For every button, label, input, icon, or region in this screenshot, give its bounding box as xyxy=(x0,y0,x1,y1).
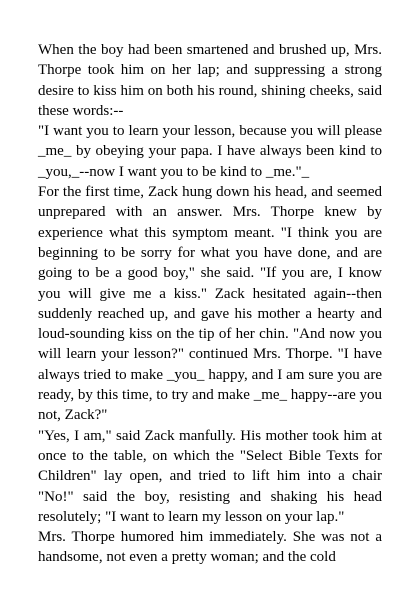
paragraph: When the boy had been smartened and brushed up, Mrs. Thorpe took him on her lap; and suppressing a strong desire to kiss him on both his round, shining cheeks, said these words:-- xyxy=(38,42,382,119)
paragraph: "I want you to learn your lesson, because you will please _me_ by obeying your papa. I have always been kind to _you,_--now I want you to be kind to _me."_ xyxy=(38,123,382,180)
paragraph: For the first time, Zack hung down his head, and seemed unprepared with an answer. Mrs. Thorpe knew by experience what this symptom meant. "I think you are beginning to be sorry for what you have done, and are going to be a good boy," she said. "If you are, I know you will give me a kiss." Zack hesitated again--then suddenly reached up, and gave his mother a hearty and loud-sounding kiss on the tip of her chin. "And now you will learn your lesson?" continued Mrs. Thorpe. "I have always tried to make _you_ happy, and I am sure you are ready, by this time, to try and make _me_ happy--are you not, Zack?" xyxy=(38,184,382,424)
paragraph: "Yes, I am," said Zack manfully. His mother took him at once to the table, on which the "Select Bible Texts for Children" lay open, and tried to lift him into a chair "No!" said the boy, resisting and shaking his head resolutely; "I want to learn my lesson on your lap." xyxy=(38,427,382,525)
paragraph: Mrs. Thorpe humored him immediately. She was not a handsome, not even a pretty woman; and the cold xyxy=(38,529,382,566)
document-page xyxy=(38,40,382,568)
